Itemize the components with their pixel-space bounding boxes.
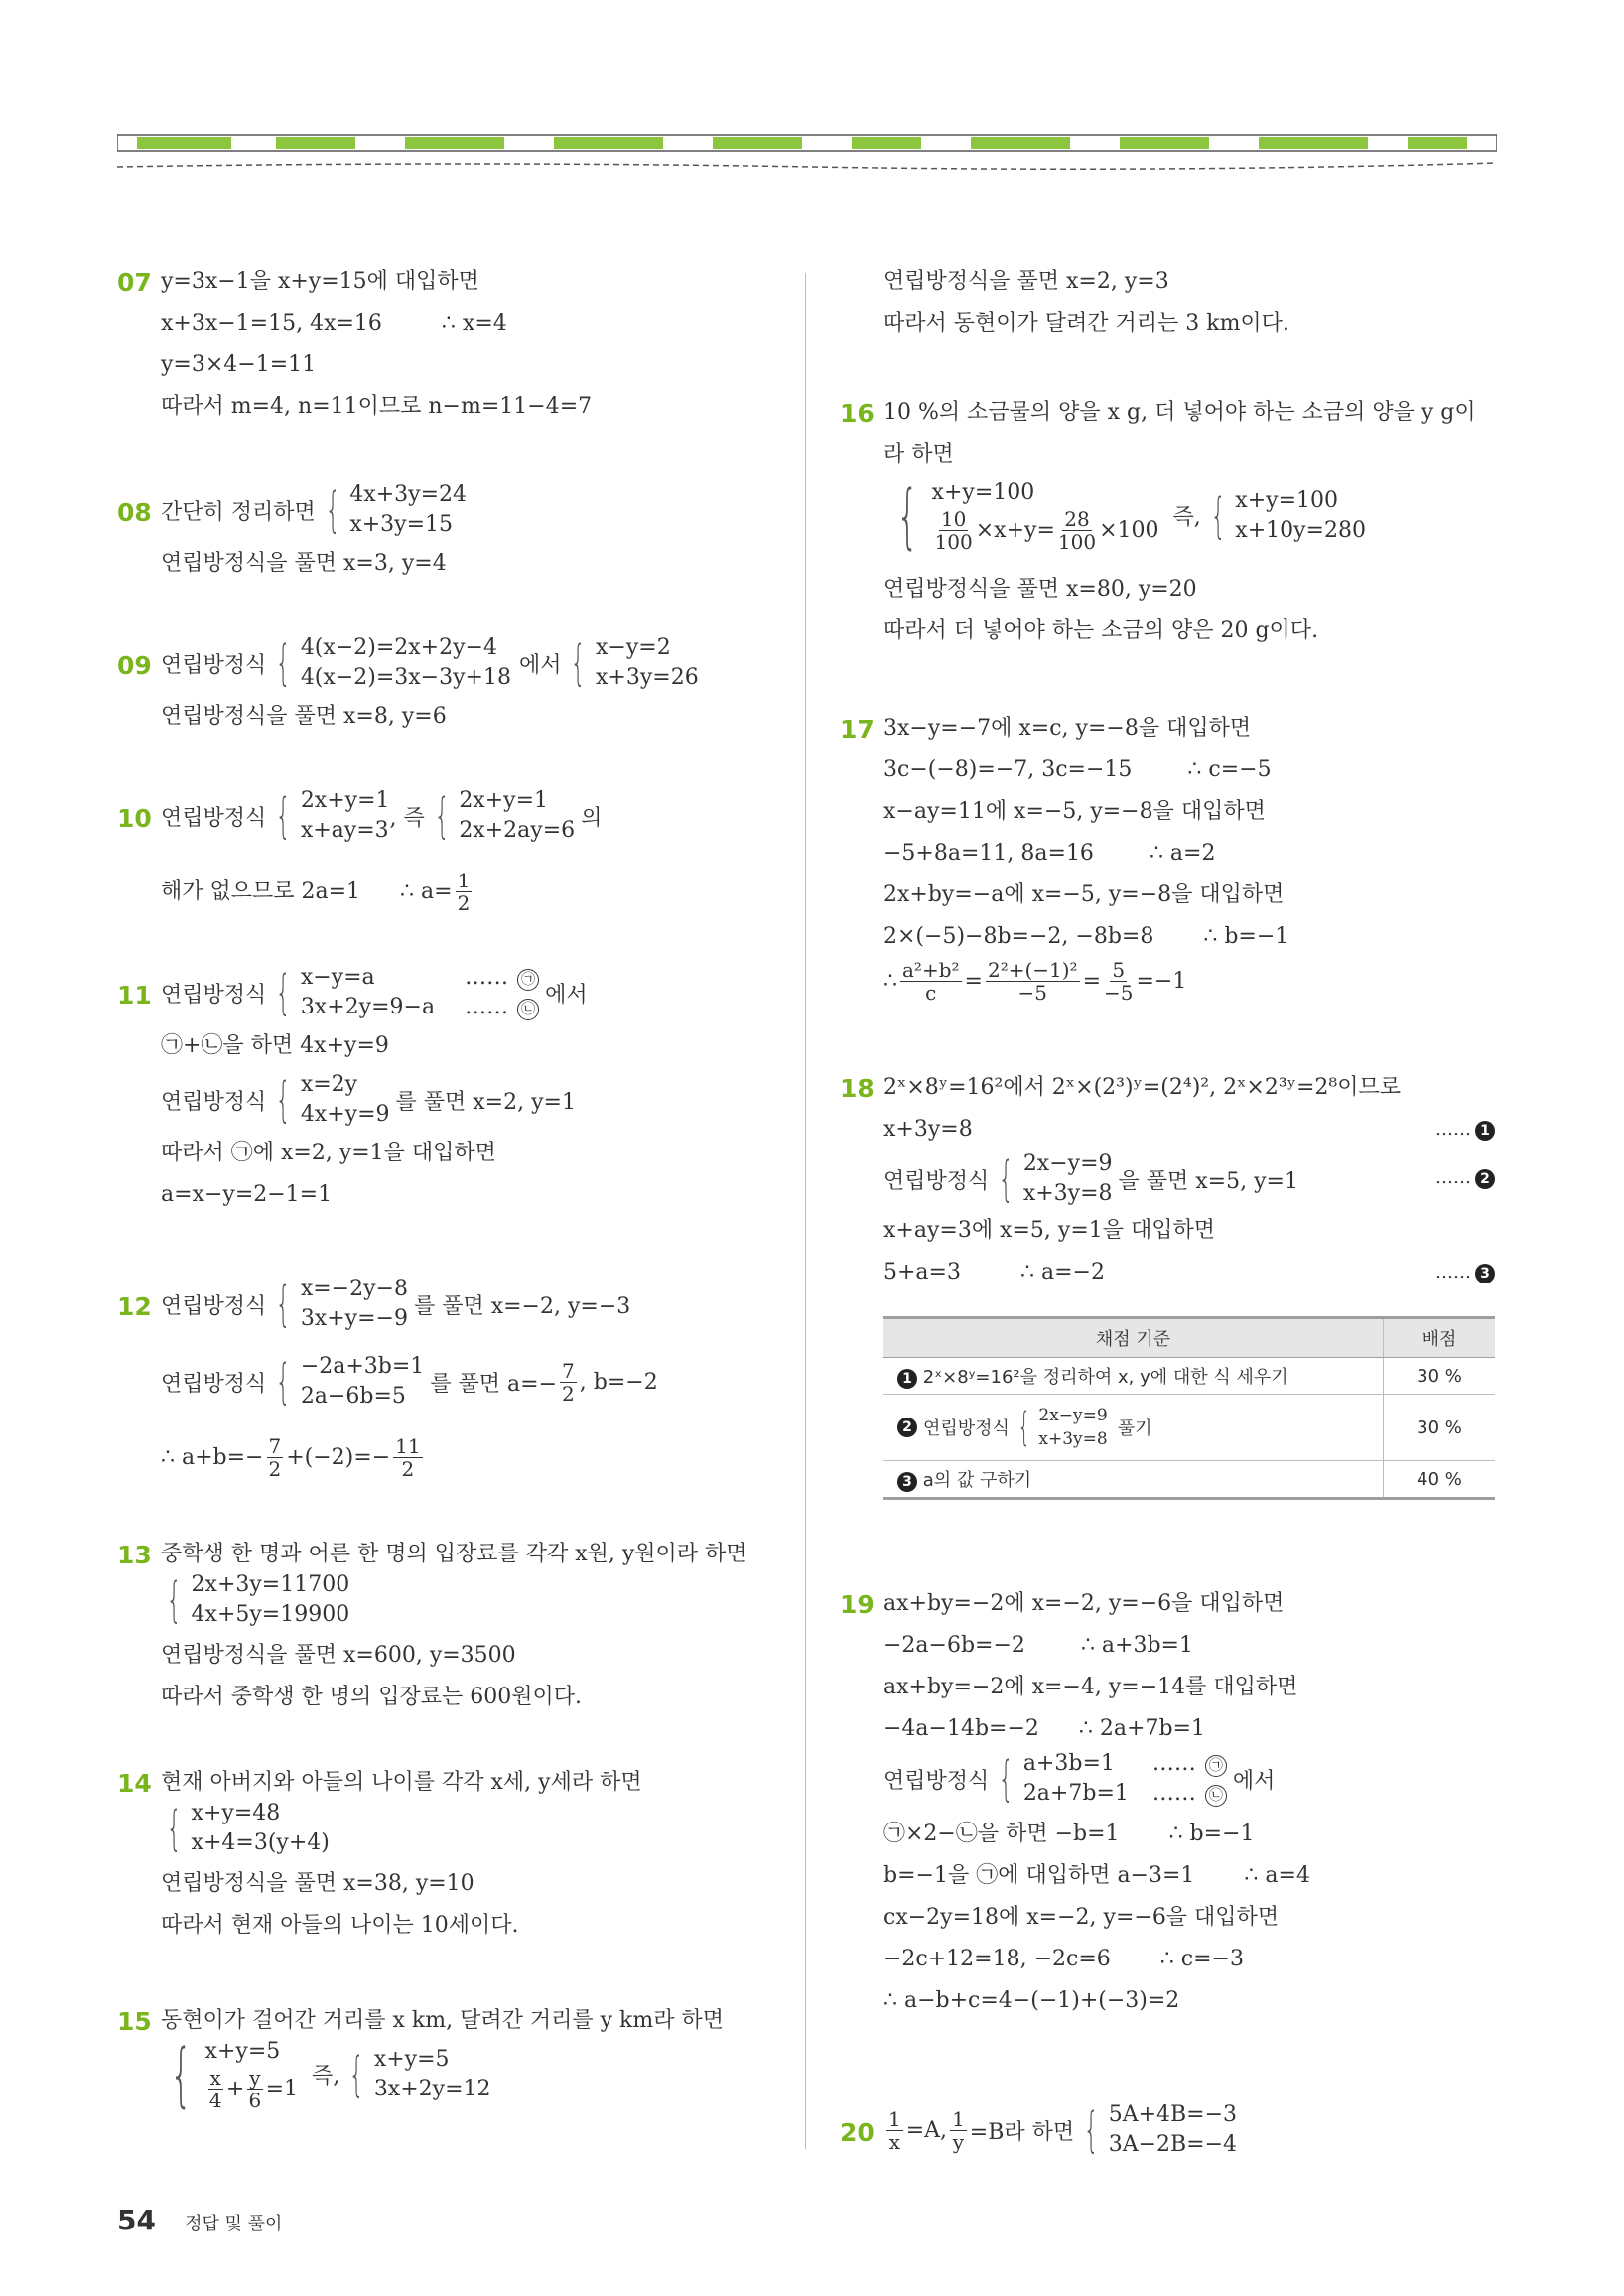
solution-line: 10 %의 소금물의 양을 x g, 더 넣어야 하는 소금의 양을 y g이 [883, 400, 1476, 425]
equation: 5A+4B=−3 [1108, 2102, 1238, 2127]
solution-line: 라 하면 [883, 442, 954, 467]
equation-stack [192, 1570, 350, 1630]
step-number-badge: 3 [897, 1472, 917, 1492]
solution-line: 연립방정식을 풀면 x=2, y=3 [883, 269, 1169, 294]
left-brace: { [1083, 2102, 1100, 2158]
equation-stack [459, 786, 575, 846]
step-number-badge: 1 [897, 1369, 917, 1389]
equation [932, 508, 1159, 553]
equation: x+3y=8 [1022, 1181, 1113, 1206]
solution-line: 따라서 ㉠에 x=2, y=1을 대입하면 [161, 1141, 496, 1165]
dots: …… [465, 965, 509, 990]
solution-line: ax+by=−2에 x=−2, y=−6을 대입하면 [883, 1591, 1285, 1616]
equation-text: −5+8a=11, 8a=16 [883, 841, 1094, 866]
denominator: 100 [1057, 530, 1097, 554]
equation-system [883, 474, 1366, 557]
equation: 4x+y=9 [300, 1102, 390, 1127]
fraction [986, 959, 1080, 1004]
operator: =1 [265, 2076, 299, 2101]
solution-line: 연립방정식을 풀면 x=80, y=20 [883, 577, 1197, 602]
fraction [267, 1435, 284, 1480]
equation-text: b=−1을 ㉠에 대입하면 a−3=1 [883, 1863, 1195, 1888]
solution-line: 따라서 현재 아들의 나이는 10세이다. [161, 1913, 519, 1938]
connector-text: 를 풀면 x=−2, y=−3 [413, 1293, 631, 1319]
equation-text: −4a−14b=−2 [883, 1716, 1039, 1741]
left-brace: { [1017, 1405, 1031, 1450]
problem-number: 16 [840, 399, 875, 428]
dots: …… [1151, 1781, 1196, 1806]
table-cell [883, 1395, 1384, 1461]
lead-text: 연립방정식 [161, 1089, 267, 1115]
page-footer [117, 2204, 282, 2236]
equation-text: ×100 [1099, 517, 1159, 543]
equation: 2a+7b=1 [1022, 1781, 1129, 1806]
criterion-text: 풀기 [1117, 1418, 1152, 1439]
conclusion-text: ∴ a=−2 [1019, 1260, 1105, 1284]
solution-line: 따라서 m=4, n=11이므로 n−m=11−4=7 [161, 394, 593, 419]
connector-text: 즉, [1172, 505, 1201, 530]
equation-text: 5+a=3 [883, 1260, 961, 1284]
numerator: x [209, 2066, 221, 2090]
equation-text: ×x+y= [975, 517, 1055, 543]
connector-text: 의 [581, 805, 603, 831]
equation-system [883, 2100, 1237, 2160]
equation-text: 2×(−5)−8b=−2, −8b=8 [883, 924, 1154, 949]
solution-line: y=3x−1을 x+y=15에 대입하면 [161, 269, 479, 294]
denominator: c [925, 981, 937, 1005]
equation: 3x+y=−9 [300, 1306, 408, 1331]
solution-line [883, 1632, 1193, 1660]
result-line [883, 959, 1186, 1004]
equation-system [157, 1799, 330, 1858]
left-brace: { [434, 788, 450, 844]
circled-label: ㉡ [1205, 1785, 1227, 1807]
criterion-text: a의 값 구하기 [922, 1470, 1032, 1491]
left-brace: { [166, 1801, 182, 1856]
left-brace: { [1210, 487, 1226, 544]
left-brace: { [275, 1277, 292, 1332]
solution-line: x+ay=3에 x=5, y=1을 대입하면 [883, 1218, 1215, 1243]
equation-text: ∴ a+b=− [161, 1445, 264, 1470]
criterion-text: 2ˣ×8ʸ=16²을 정리하여 x, y에 대한 식 세우기 [922, 1367, 1288, 1388]
equation: 2x+y=1 [459, 788, 549, 813]
connector-text: , 즉 [389, 805, 425, 831]
numerator: 10 [940, 507, 967, 531]
equation: x+ay=3 [300, 818, 389, 843]
solution-line: cx−2y=18에 x=−2, y=−6을 대입하면 [883, 1905, 1280, 1930]
fraction [886, 2108, 903, 2153]
equation-system [883, 1149, 1495, 1209]
equation-text: −2c+12=18, −2c=6 [883, 1947, 1111, 1971]
left-brace: { [275, 965, 292, 1020]
left-brace: { [998, 1151, 1015, 1207]
equation: x+y=100 [1235, 487, 1338, 513]
problem-number: 12 [117, 1292, 152, 1321]
equation: x+3y=8 [1038, 1429, 1108, 1449]
table-row [883, 1395, 1495, 1461]
problem-number: 13 [117, 1541, 152, 1569]
equation-text: =A, [905, 2117, 948, 2143]
equation-stack [301, 786, 390, 846]
solution-line: 3x−y=−7에 x=c, y=−8을 대입하면 [883, 716, 1252, 741]
equation: 3x+2y=9−a [300, 995, 436, 1019]
solution-line: 연립방정식을 풀면 x=8, y=6 [161, 704, 447, 729]
denominator: 2 [268, 1457, 282, 1481]
solution-line: 연립방정식을 풀면 x=3, y=4 [161, 551, 447, 576]
solution-line: ∴ a−b+c=4−(−1)+(−3)=2 [883, 1988, 1180, 2013]
equation: x+y=5 [373, 2046, 450, 2072]
denominator: −5 [1017, 981, 1048, 1005]
equation-stack [301, 633, 511, 693]
equation: x=2y [300, 1072, 358, 1097]
solution-line: ㉠+㉡을 하면 4x+y=9 [161, 1033, 389, 1058]
equation-stack [301, 1275, 408, 1334]
left-brace: { [275, 1354, 292, 1410]
page-label: 정답 및 풀이 [185, 2214, 283, 2234]
equation-stack [192, 1799, 330, 1858]
solution-line [883, 1259, 1495, 1286]
denominator: 2 [401, 1457, 415, 1481]
lead-text: 연립방정식 [883, 1168, 990, 1194]
criterion-content [893, 1404, 1152, 1451]
equation: 2x−y=9 [1022, 1151, 1113, 1176]
criterion-text: 연립방정식 [923, 1418, 1010, 1439]
fraction [900, 959, 962, 1004]
header-dashed-wave [117, 163, 1497, 169]
numerator: 5 [1112, 958, 1126, 982]
solution-line: 따라서 더 넣어야 하는 소금의 양은 20 g이다. [883, 618, 1319, 643]
circled-label: ㉠ [517, 969, 539, 991]
circled-label: ㉡ [517, 999, 539, 1020]
denominator: 2 [562, 1381, 575, 1406]
equation: a+3b=1 [1022, 1751, 1115, 1776]
solution-line: 연립방정식을 풀면 x=600, y=3500 [161, 1643, 516, 1668]
table-cell [883, 1461, 1384, 1499]
dots: …… [1435, 1262, 1471, 1283]
page-number: 54 [117, 2204, 156, 2236]
numerator: y [249, 2066, 261, 2090]
numerator: 11 [395, 1434, 421, 1458]
equation-system [161, 633, 699, 693]
lead-text: 연립방정식 [161, 652, 267, 678]
equation-label [465, 993, 541, 1022]
fraction [456, 870, 473, 914]
left-brace: { [998, 1751, 1015, 1807]
equation-system [161, 786, 602, 846]
conclusion-text: ∴ a=4 [1244, 1863, 1310, 1888]
solution-line: a=x−y=2−1=1 [161, 1182, 333, 1207]
fraction [247, 2067, 262, 2111]
connector-text: 에서 [545, 982, 588, 1008]
left-brace: { [275, 1072, 292, 1128]
fraction [560, 1360, 577, 1405]
table-cell: 30 % [1384, 1395, 1496, 1461]
problem-number: 08 [117, 498, 152, 527]
denominator: 2 [457, 891, 471, 915]
conclusion-text: ∴ a+3b=1 [1080, 1633, 1193, 1658]
equation-text: 해가 없으므로 2a=1 [161, 878, 361, 904]
equation-stack [349, 480, 467, 540]
left-brace: { [166, 1572, 182, 1628]
problem-number: 17 [840, 715, 875, 743]
equation: 4(x−2)=3x−3y+18 [300, 665, 511, 690]
conclusion-text: ∴ b=−1 [1203, 924, 1289, 949]
step-number-badge: 3 [1475, 1264, 1495, 1283]
solution-line: 2ˣ×8ʸ=16²에서 2ˣ×(2³)ʸ=(2⁴)², 2ˣ×2³ʸ=2⁸이므로 [883, 1075, 1401, 1100]
equation: 3A−2B=−4 [1108, 2132, 1238, 2157]
problem-number: 18 [840, 1074, 875, 1103]
left-brace: { [348, 2046, 365, 2102]
solution-line: 중학생 한 명과 어른 한 명의 입장료를 각각 x원, y원이라 하면 [161, 1542, 747, 1566]
problem-number: 14 [117, 1769, 152, 1798]
equation-system [161, 1352, 658, 1412]
connector-text: 를 풀면 a=− [430, 1371, 558, 1397]
fraction [950, 2108, 967, 2153]
dots: …… [1435, 1119, 1471, 1140]
equation-text: x+3y=8 [883, 1117, 973, 1142]
step-marker [1435, 1167, 1495, 1189]
equation: 3x+2y=12 [373, 2076, 491, 2101]
problem-number: 10 [117, 804, 152, 833]
equation-stack [932, 478, 1159, 553]
conclusion-text: ∴ 2a+7b=1 [1078, 1716, 1205, 1741]
solution-line: 따라서 동현이가 달려간 거리는 3 km이다. [883, 311, 1289, 336]
operator: = [964, 969, 983, 994]
equation-system [161, 480, 467, 540]
equation: 4(x−2)=2x+2y−4 [300, 635, 497, 660]
step-marker [1435, 1116, 1495, 1144]
solution-line: ax+by=−2에 x=−4, y=−14를 대입하면 [883, 1675, 1298, 1699]
connector-text: 를 풀면 x=2, y=1 [395, 1089, 576, 1115]
denominator: 100 [934, 530, 973, 554]
label-stack [465, 963, 541, 1022]
denominator: −5 [1104, 981, 1134, 1005]
numerator: 7 [562, 1358, 575, 1383]
fraction [935, 508, 973, 553]
equation [205, 2067, 298, 2111]
problem-number: 11 [117, 981, 152, 1010]
equation-stack [301, 963, 435, 1022]
numerator: 1 [888, 2106, 901, 2131]
header-stripe [117, 135, 1497, 151]
conclusion-text: ∴ c=−5 [1187, 757, 1272, 782]
equation: 2x+y=1 [300, 788, 390, 813]
solution-line [161, 870, 474, 914]
solution-line [883, 1821, 1255, 1848]
equation-text: 3c−(−8)=−7, 3c=−15 [883, 757, 1133, 782]
solution-line: 2x+by=−a에 x=−5, y=−8을 대입하면 [883, 882, 1285, 907]
fraction [208, 2067, 223, 2111]
header-decoration [117, 133, 1497, 183]
operator: + [225, 2076, 245, 2101]
lead-text: 연립방정식 [161, 1371, 267, 1397]
lead-text: 간단히 정리하면 [161, 499, 316, 525]
numerator: 1 [457, 869, 471, 892]
fraction [1104, 959, 1133, 1004]
equation-system [157, 2033, 491, 2115]
conclusion-text: ∴ a=2 [1149, 841, 1216, 866]
left-brace: { [896, 474, 919, 557]
left-brace: { [275, 635, 292, 691]
table-header-row [883, 1318, 1495, 1358]
equation: x+10y=280 [1235, 517, 1366, 543]
operator: = [1082, 969, 1102, 994]
solution-line: y=3×4−1=11 [161, 352, 317, 377]
dots: …… [1435, 1167, 1471, 1188]
equation-system [161, 963, 588, 1022]
equation-label [1152, 1779, 1229, 1809]
lead-text: 연립방정식 [161, 805, 267, 831]
table-cell: 30 % [1384, 1358, 1496, 1395]
equation-stack [596, 633, 699, 693]
problem-number: 15 [117, 2007, 152, 2036]
equation-text: −2a−6b=−2 [883, 1633, 1025, 1658]
equation: x+3y=26 [596, 665, 699, 690]
solution-line [883, 756, 1272, 784]
solution-line [883, 1862, 1310, 1890]
step-number-badge: 2 [1475, 1169, 1495, 1189]
equation: 2a−6b=5 [300, 1384, 406, 1409]
solution-line: 동현이가 걸어간 거리를 x km, 달려간 거리를 y km라 하면 [161, 2008, 724, 2033]
therefore-symbol: ∴ [883, 969, 897, 994]
left-brace: { [275, 788, 292, 844]
column-divider [805, 273, 806, 2149]
left-brace: { [571, 635, 587, 691]
equation-stack [1023, 1149, 1113, 1209]
fraction [1058, 508, 1096, 553]
left-brace: { [325, 482, 340, 538]
equation: −2a+3b=1 [300, 1354, 425, 1379]
result-line [161, 1435, 426, 1480]
circled-label: ㉠ [1205, 1755, 1227, 1777]
equation: x+y=48 [191, 1801, 281, 1825]
problem-number: 20 [840, 2118, 875, 2147]
equation-text: ㉠×2−㉡을 하면 −b=1 [883, 1822, 1120, 1846]
solution-line [883, 1116, 1495, 1144]
numerator: 1 [952, 2106, 965, 2131]
equation-label [465, 963, 541, 993]
step-number-badge: 1 [1475, 1121, 1495, 1141]
solution-line: 연립방정식을 풀면 x=38, y=10 [161, 1871, 474, 1896]
dots: …… [465, 995, 509, 1019]
denominator: y [952, 2129, 965, 2154]
equation: x+4=3(y+4) [191, 1830, 330, 1855]
table-header: 배점 [1384, 1318, 1496, 1358]
equation: 4x+3y=24 [349, 482, 468, 507]
numerator: a²+b² [902, 958, 960, 982]
label-stack [1152, 1749, 1229, 1809]
equation: x+y=100 [931, 480, 1035, 505]
solution-line [883, 923, 1288, 951]
solution-line: 현재 아버지와 아들의 나이를 각각 x세, y세라 하면 [161, 1770, 642, 1795]
solution-line: 따라서 중학생 한 명의 입장료는 600원이다. [161, 1685, 582, 1709]
conclusion-text: ∴ b=−1 [1168, 1822, 1255, 1846]
fraction [393, 1435, 422, 1480]
step-number-badge: 2 [897, 1418, 917, 1437]
equation: x=−2y−8 [300, 1277, 408, 1301]
table-row [883, 1358, 1495, 1395]
problem-number: 19 [840, 1590, 875, 1619]
equation-system [161, 1070, 576, 1130]
denominator: 6 [248, 2089, 262, 2112]
equation-stack [1109, 2100, 1237, 2160]
dots: …… [1151, 1751, 1196, 1776]
conclusion-text: ∴ a= [400, 878, 453, 904]
equation-text: =B라 하면 [969, 2119, 1075, 2145]
denominator: 4 [208, 2089, 222, 2112]
operator: =−1 [1136, 969, 1187, 994]
conclusion-text: ∴ x=4 [441, 311, 507, 336]
numerator: 28 [1064, 507, 1090, 531]
equation: 2x+3y=11700 [191, 1572, 350, 1597]
table-row [883, 1461, 1495, 1499]
solution-line: x−ay=11에 x=−5, y=−8을 대입하면 [883, 799, 1266, 824]
equation-stack [205, 2037, 298, 2111]
left-brace: { [170, 2033, 193, 2115]
lead-text: 연립방정식 [161, 982, 267, 1008]
solution-line [161, 310, 507, 338]
equation-text: +(−2)=− [286, 1445, 391, 1470]
connector-text: 에서 [518, 652, 562, 678]
equation-stack [1235, 486, 1366, 546]
solution-line [883, 1946, 1244, 1973]
problem-number: 07 [117, 268, 152, 297]
equation: 2x−y=9 [1038, 1406, 1108, 1425]
equation: 2x+2ay=6 [459, 818, 576, 843]
table-header: 채점 기준 [883, 1318, 1384, 1358]
equation-stack [1038, 1404, 1107, 1451]
equation: x−y=2 [596, 635, 671, 660]
step-marker [1435, 1259, 1495, 1286]
equation-stack [374, 2045, 491, 2104]
equation: x+3y=15 [349, 512, 454, 537]
lead-text: 연립방정식 [883, 1768, 990, 1794]
equation-stack [301, 1352, 425, 1412]
equation: 4x+5y=19900 [191, 1602, 350, 1627]
connector-text: 에서 [1232, 1768, 1276, 1794]
numerator: 2²+(−1)² [987, 958, 1078, 982]
equation: x+y=5 [204, 2039, 281, 2064]
conclusion-text: ∴ c=−3 [1159, 1947, 1244, 1971]
equation-label [1152, 1749, 1229, 1779]
equation-system [883, 1749, 1275, 1809]
problem-number: 09 [117, 651, 152, 680]
connector-text: 즉, [312, 2064, 340, 2089]
equation-system [157, 1570, 349, 1630]
equation: x−y=a [300, 965, 375, 990]
equation-text: x+3x−1=15, 4x=16 [161, 311, 382, 336]
numerator: 7 [268, 1434, 282, 1458]
equation-stack [301, 1070, 390, 1130]
table-cell: 40 % [1384, 1461, 1496, 1499]
denominator: x [888, 2129, 900, 2154]
solution-line [883, 1715, 1205, 1743]
connector-text: 을 풀면 x=5, y=1 [1118, 1168, 1298, 1194]
equation-system [161, 1275, 630, 1334]
lead-text: 연립방정식 [161, 1293, 267, 1319]
connector-text: , b=−2 [579, 1369, 658, 1395]
grading-table [883, 1316, 1495, 1500]
table-cell [883, 1358, 1384, 1395]
equation-stack [1023, 1749, 1129, 1809]
solution-line [883, 840, 1215, 868]
